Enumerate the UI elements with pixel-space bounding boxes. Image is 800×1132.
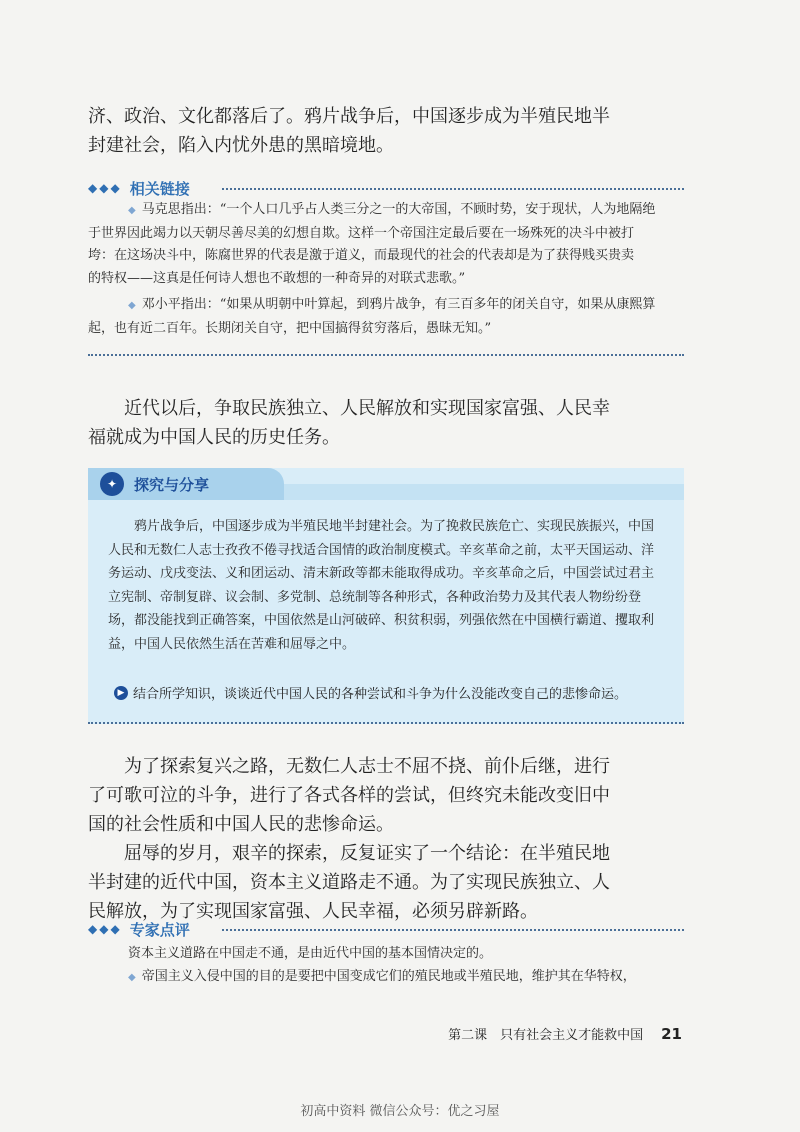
section-divider	[222, 188, 684, 190]
quote-line-first	[88, 294, 688, 318]
text-line: 国的社会性质和中国人民的悲惨命运。	[88, 814, 394, 835]
page-footer	[448, 1024, 682, 1043]
text-line: 济、政治、文化都落后了。鸦片战争后，中国逐步成为半殖民地半	[88, 106, 610, 127]
section-divider	[88, 722, 684, 724]
related-links-header	[88, 177, 198, 199]
text-line: 近代以后，争取民族独立、人民解放和实现国家富强、人民幸	[124, 398, 610, 419]
text-line: 于世界因此竭力以天朝尽善尽美的幻想自欺。这样一个帝国注定最后要在一场殊死的决斗中被打	[88, 225, 635, 241]
chapter-title: 第二课 只有社会主义才能救中国	[448, 1028, 644, 1043]
text-line: 人民和无数仁人志士孜孜不倦寻找适合国情的政治制度模式。辛亥革命之前，太平天国运动、洋	[108, 542, 655, 558]
diamond-bullet-icon: ◆	[128, 300, 136, 311]
explore-share-tab	[88, 468, 284, 500]
text-line: 益，中国人民依然生活在苦难和屈辱之中。	[108, 636, 356, 652]
text-line: 鸦片战争后，中国逐步成为半殖民地半封建社会。为了挽救民族危亡、实现民族振兴，中国	[134, 519, 655, 534]
section-divider	[88, 354, 684, 356]
page-number: 21	[661, 1025, 682, 1043]
text-line: 福就成为中国人民的历史任务。	[88, 427, 340, 448]
text-line: 半封建的近代中国，资本主义道路走不通。为了实现民族独立、人	[88, 872, 610, 893]
explore-share-title: 探究与分享	[134, 475, 210, 494]
text-line: 帝国主义入侵中国的目的是要把中国变成它们的殖民地或半殖民地，维护其在华特权，	[141, 968, 636, 984]
text-line: 封建社会，陷入内忧外患的黑暗境地。	[88, 135, 394, 156]
watermark-caption: 初高中资料 微信公众号：优之习屋	[300, 1104, 500, 1119]
text-line: 立宪制、帝制复辟、议会制、多党制、总统制等各种形式，各种政治势力及其代表人物纷纷登	[108, 589, 642, 605]
explore-share-text	[108, 515, 678, 656]
globe-icon: ✦	[100, 472, 124, 496]
diamond-icon: ◆◆◆	[88, 922, 122, 936]
expert-comment-header	[88, 918, 198, 940]
quote-line-first	[88, 966, 688, 990]
quote-line-first	[88, 199, 688, 223]
body-paragraph-1	[88, 102, 610, 160]
body-paragraph-2	[88, 394, 610, 452]
text-line: 邓小平指出：“如果从明朝中叶算起，到鸦片战争，有三百多年的闭关自守，如果从康熙算	[141, 297, 656, 312]
text-line: 资本主义道路在中国走不通，是由近代中国的基本国情决定的。	[128, 946, 493, 961]
arrow-circle-icon: ▶	[114, 686, 128, 700]
explore-header-strip	[284, 484, 684, 500]
text-line: 起，也有近二百年。长期闭关自守，把中国搞得贫穷落后，愚昧无知。”	[88, 320, 492, 336]
section-divider	[222, 929, 684, 931]
question-text: 结合所学知识，谈谈近代中国人民的各种尝试和斗争为什么没能改变自己的悲惨命运。	[133, 687, 628, 702]
text-line: 场，都没能找到正确答案，中国依然是山河破碎、积贫积弱，列强依然在中国横行霸道、攫取利	[108, 613, 655, 628]
related-quote-deng	[88, 294, 688, 340]
text-line: 务运动、戊戌变法、义和团运动、清末新政等都未能取得成功。辛亥革命之后，中国尝试过君主	[108, 566, 655, 581]
diamond-bullet-icon: ◆	[128, 205, 136, 216]
text-line: 了可歌可泣的斗争，进行了各式各样的尝试，但终究未能改变旧中	[88, 785, 610, 806]
explore-question	[114, 683, 627, 702]
text-line: 的特权——这真是任何诗人想也不敢想的一种奇异的对联式悲歌。”	[88, 270, 466, 286]
expert-comment-text	[88, 943, 688, 989]
text-line: 为了探索复兴之路，无数仁人志士不屈不挠、前仆后继，进行	[124, 756, 610, 777]
text-line: 垮：在这场决斗中，陈腐世界的代表是激于道义，而最现代的社会的代表却是为了获得贱买贵卖	[88, 248, 635, 263]
text-line: 马克思指出：“一个人口几乎占人类三分之一的大帝国，不顾时势，安于现状，人为地隔绝	[141, 202, 656, 217]
expert-comment-title: 专家点评	[129, 920, 190, 939]
diamond-bullet-icon: ◆	[128, 971, 136, 983]
text-line: 民解放，为了实现国家富强、人民幸福，必须另辟新路。	[88, 901, 538, 922]
body-paragraph-4	[88, 839, 610, 926]
text-line: 屈辱的岁月，艰辛的探索，反复证实了一个结论：在半殖民地	[124, 843, 610, 864]
diamond-icon: ◆◆◆	[88, 181, 122, 195]
body-paragraph-3	[88, 752, 610, 839]
related-quote-marx	[88, 199, 688, 290]
related-links-title: 相关链接	[129, 179, 190, 198]
